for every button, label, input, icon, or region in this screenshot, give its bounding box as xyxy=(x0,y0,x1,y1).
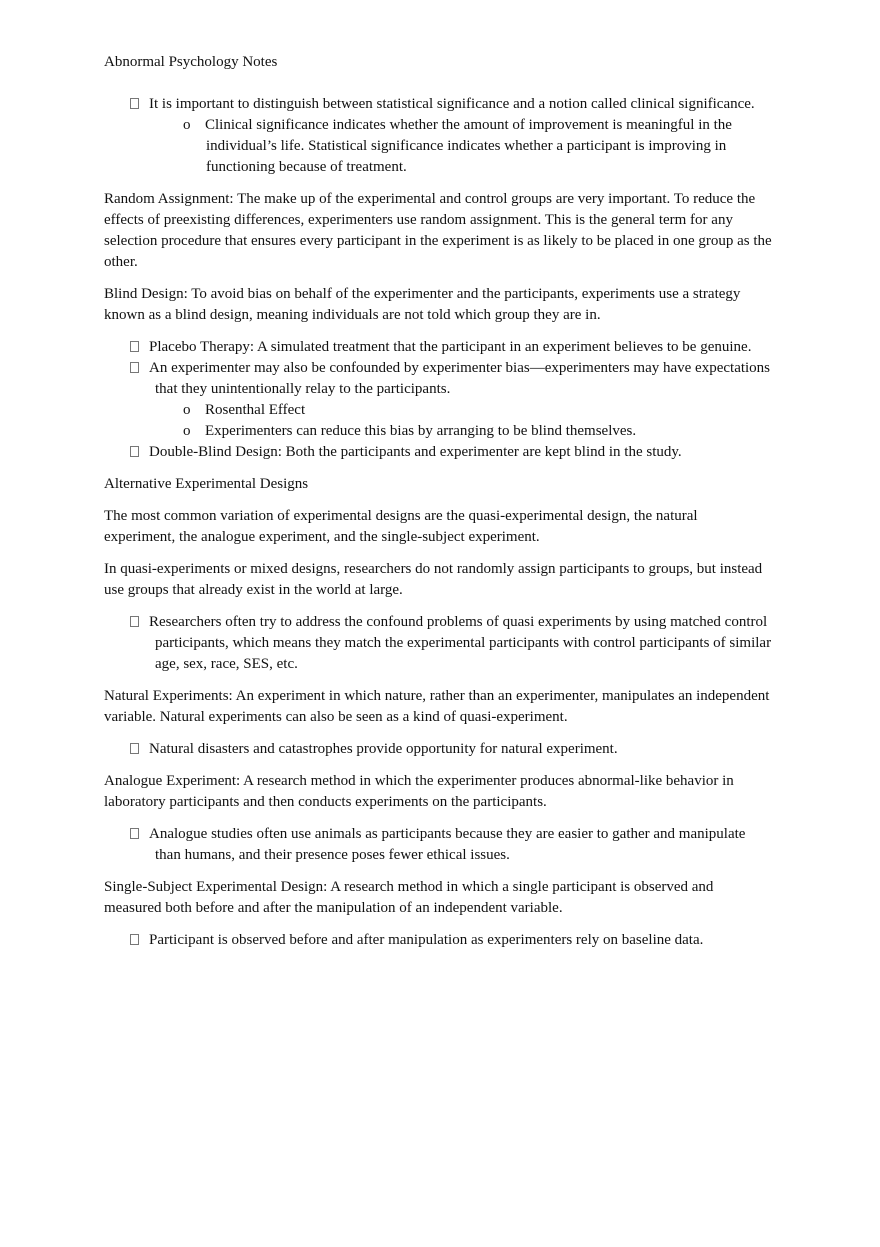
sub-list-item xyxy=(155,421,772,442)
list-item xyxy=(104,442,772,463)
bullet-list xyxy=(104,930,772,951)
list-item-text: Natural disasters and catastrophes provide opportunity for natural experiment. xyxy=(149,741,618,757)
sub-bullet-marker: o xyxy=(183,402,191,418)
list-item-text: An experimenter may also be confounded by experimenter bias—experimenters may have expectations that they unintentionally relay to the participants. xyxy=(149,360,771,397)
sub-list-item xyxy=(155,400,772,421)
blind-design-paragraph: Blind Design: To avoid bias on behalf of the experimenter and the participants, experiments use a strategy known as a blind design, meaning individuals are not told which group they are in. xyxy=(104,286,741,323)
section-heading: Alternative Experimental Designs xyxy=(104,476,309,492)
page-header: Abnormal Psychology Notes xyxy=(104,54,278,70)
analogue-experiment-paragraph: Analogue Experiment: A research method in which the experimenter produces abnormal-like behavior in laboratory participants and then conducts experiments on the participants. xyxy=(104,773,734,810)
list-item xyxy=(104,612,772,675)
random-assignment-paragraph: Random Assignment: The make up of the experimental and control groups are very important. To reduce the effects of preexisting differences, experimenters use random assignment. This is the general term for any selection procedure that ensures every participant in the experiment is as likely to be placed in one group as the other. xyxy=(104,191,772,270)
sub-list xyxy=(155,115,772,178)
list-item xyxy=(104,739,772,760)
sub-list-item-text: Rosenthal Effect xyxy=(205,402,306,418)
bullet-box-icon xyxy=(130,362,139,373)
bullet-list xyxy=(104,824,772,866)
bullet-list xyxy=(104,739,772,760)
sub-list xyxy=(155,400,772,442)
sub-bullet-marker: o xyxy=(183,423,191,439)
list-item xyxy=(104,94,772,178)
bullet-list xyxy=(104,612,772,675)
bullet-box-icon xyxy=(130,446,139,457)
bullet-box-icon xyxy=(130,828,139,839)
alt-intro-paragraph: The most common variation of experimental designs are the quasi-experimental design, the natural experiment, the analogue experiment, and the single-subject experiment. xyxy=(104,508,698,545)
list-item-text: Researchers often try to address the confound problems of quasi experiments by using matched control participants, which means they match the experimental participants with control participants of similar age, sex, race, SES, etc. xyxy=(149,614,772,672)
list-item-text: Placebo Therapy: A simulated treatment that the participant in an experiment believes to be genuine. xyxy=(149,339,752,355)
bullet-list xyxy=(104,337,772,463)
bullet-box-icon xyxy=(130,98,139,109)
bullet-box-icon xyxy=(130,341,139,352)
list-item xyxy=(104,337,772,358)
list-item-text: Participant is observed before and after manipulation as experimenters rely on baseline data. xyxy=(149,932,704,948)
sub-bullet-marker: o xyxy=(183,117,191,133)
bullet-list xyxy=(104,94,772,178)
bullet-box-icon xyxy=(130,616,139,627)
bullet-box-icon xyxy=(130,743,139,754)
list-item-text: It is important to distinguish between statistical significance and a notion called clinical significance. xyxy=(149,96,755,112)
bullet-box-icon xyxy=(130,934,139,945)
sub-list-item xyxy=(155,115,772,178)
natural-experiments-paragraph: Natural Experiments: An experiment in which nature, rather than an experimenter, manipulates an independent variable. Natural experiments can also be seen as a kind of quasi-experiment. xyxy=(104,688,770,725)
list-item xyxy=(104,930,772,951)
document-page xyxy=(104,52,772,962)
list-item-text: Analogue studies often use animals as participants because they are easier to gather and manipulate than humans, and their presence poses fewer ethical issues. xyxy=(149,826,746,863)
sub-list-item-text: Experimenters can reduce this bias by arranging to be blind themselves. xyxy=(205,423,637,439)
sub-list-item-text: Clinical significance indicates whether the amount of improvement is meaningful in the individual’s life. Statistical significance indicates whether a participant is improving in functioning because of treatment. xyxy=(205,117,732,175)
single-subject-paragraph: Single-Subject Experimental Design: A research method in which a single participant is observed and measured both before and after the manipulation of an independent variable. xyxy=(104,879,714,916)
quasi-paragraph: In quasi-experiments or mixed designs, researchers do not randomly assign participants to groups, but instead use groups that already exist in the world at large. xyxy=(104,561,763,598)
list-item xyxy=(104,358,772,442)
list-item-text: Double-Blind Design: Both the participants and experimenter are kept blind in the study. xyxy=(149,444,682,460)
list-item xyxy=(104,824,772,866)
